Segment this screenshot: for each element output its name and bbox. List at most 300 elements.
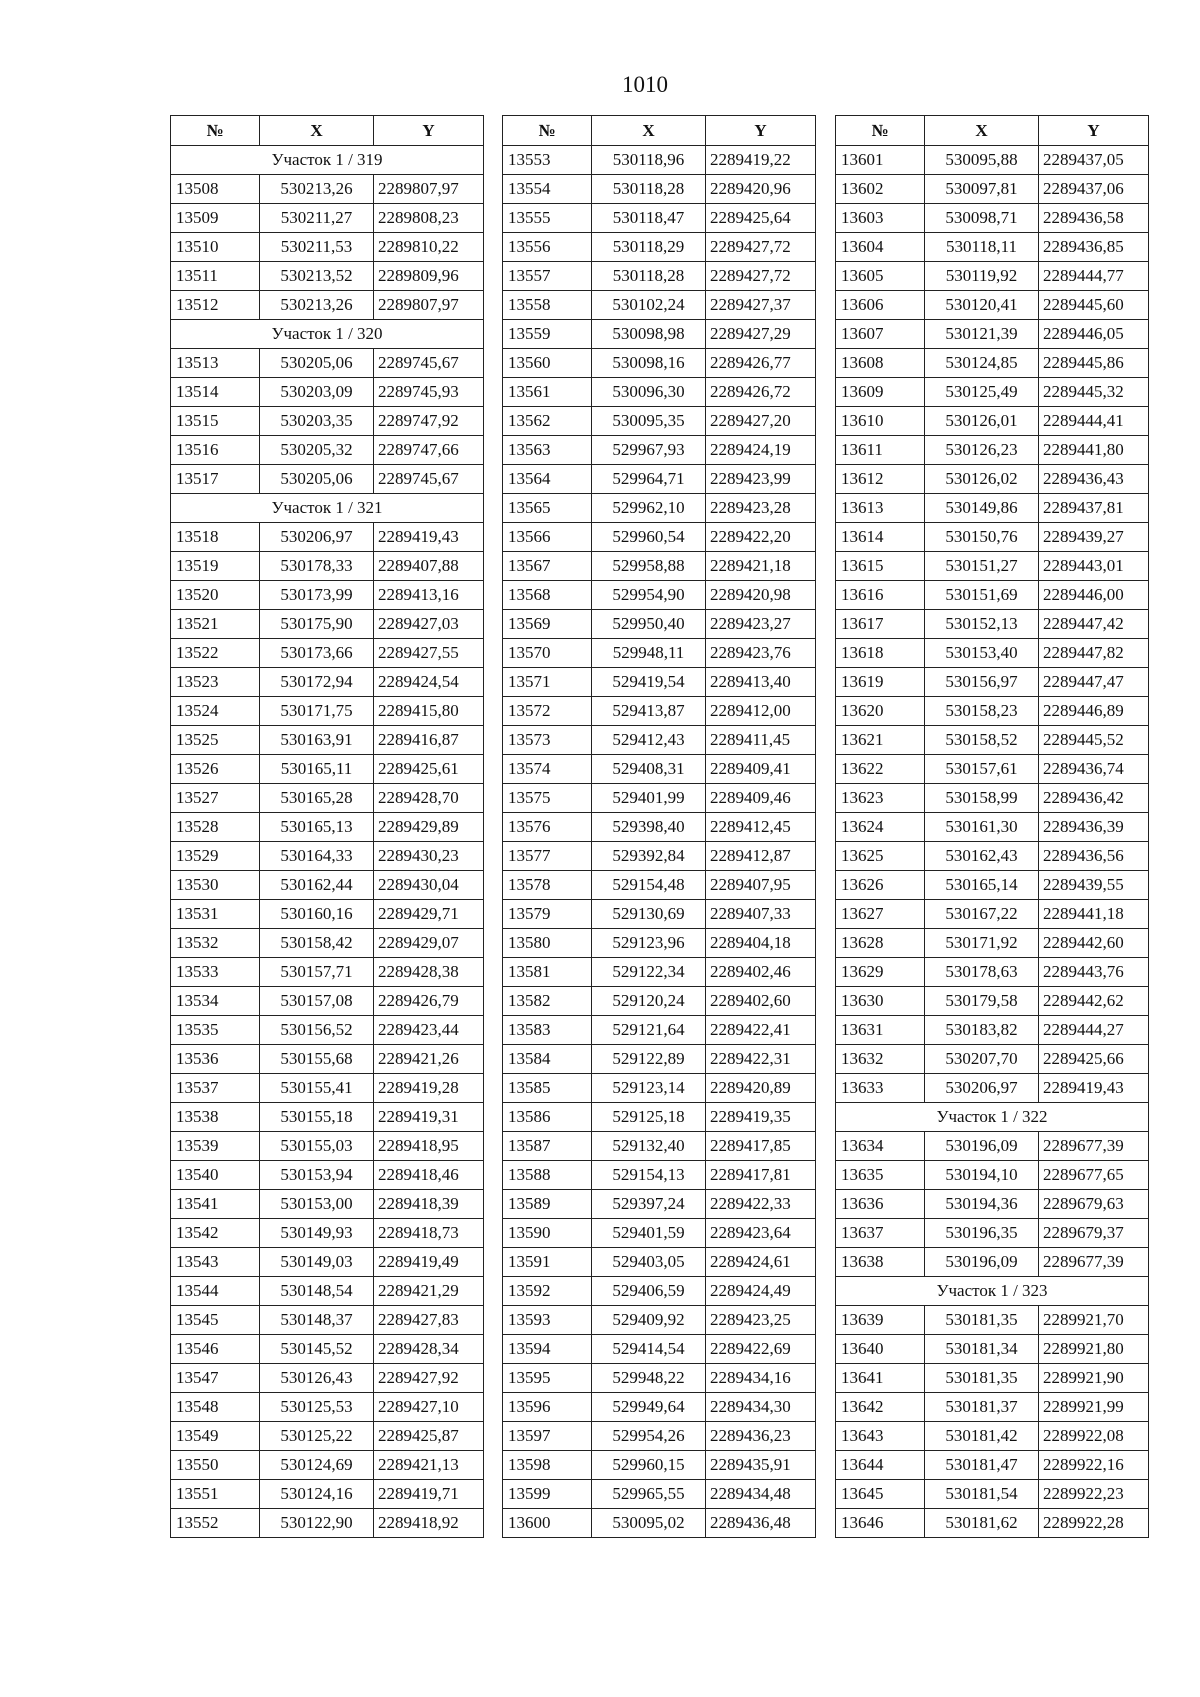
- x-coordinate-cell: 530162,43: [925, 842, 1039, 871]
- table-row: [836, 1364, 1149, 1393]
- y-coordinate-cell: 2289445,52: [1039, 726, 1149, 755]
- y-coordinate-cell: 2289421,18: [706, 552, 816, 581]
- y-coordinate-cell: 2289419,35: [706, 1103, 816, 1132]
- table-row: [503, 813, 816, 842]
- y-coordinate-cell: 2289423,99: [706, 465, 816, 494]
- point-number-cell: 13536: [171, 1045, 260, 1074]
- table-row: [503, 668, 816, 697]
- x-coordinate-cell: 530095,02: [592, 1509, 706, 1538]
- x-coordinate-cell: 529960,54: [592, 523, 706, 552]
- point-number-cell: 13553: [503, 146, 592, 175]
- y-coordinate-cell: 2289747,92: [374, 407, 484, 436]
- x-coordinate-cell: 530118,11: [925, 233, 1039, 262]
- y-coordinate-cell: 2289418,92: [374, 1509, 484, 1538]
- table-row: [171, 436, 484, 465]
- y-coordinate-cell: 2289444,27: [1039, 1016, 1149, 1045]
- y-coordinate-cell: 2289441,80: [1039, 436, 1149, 465]
- x-coordinate-cell: 529950,40: [592, 610, 706, 639]
- point-number-cell: 13540: [171, 1161, 260, 1190]
- x-coordinate-cell: 529401,99: [592, 784, 706, 813]
- point-number-cell: 13565: [503, 494, 592, 523]
- point-number-cell: 13516: [171, 436, 260, 465]
- y-coordinate-cell: 2289424,49: [706, 1277, 816, 1306]
- table-row: [171, 1306, 484, 1335]
- point-number-cell: 13568: [503, 581, 592, 610]
- table-row: [503, 1161, 816, 1190]
- x-coordinate-cell: 530207,70: [925, 1045, 1039, 1074]
- table-row: [836, 262, 1149, 291]
- x-coordinate-cell: 530148,37: [260, 1306, 374, 1335]
- point-number-cell: 13602: [836, 175, 925, 204]
- x-coordinate-cell: 530181,37: [925, 1393, 1039, 1422]
- x-coordinate-cell: 530151,27: [925, 552, 1039, 581]
- y-coordinate-cell: 2289411,45: [706, 726, 816, 755]
- x-coordinate-cell: 530118,96: [592, 146, 706, 175]
- point-number-cell: 13614: [836, 523, 925, 552]
- table-row: [171, 900, 484, 929]
- x-coordinate-cell: 530126,02: [925, 465, 1039, 494]
- table-row: [171, 1132, 484, 1161]
- section-row: [171, 494, 484, 523]
- y-coordinate-cell: 2289446,89: [1039, 697, 1149, 726]
- point-number-cell: 13615: [836, 552, 925, 581]
- table-row: [171, 378, 484, 407]
- table-body: [503, 146, 816, 1538]
- point-number-cell: 13525: [171, 726, 260, 755]
- table-row: [171, 1161, 484, 1190]
- point-number-cell: 13586: [503, 1103, 592, 1132]
- x-coordinate-cell: 529403,05: [592, 1248, 706, 1277]
- x-coordinate-cell: 530161,30: [925, 813, 1039, 842]
- table-row: [171, 233, 484, 262]
- y-coordinate-cell: 2289417,81: [706, 1161, 816, 1190]
- y-coordinate-cell: 2289439,55: [1039, 871, 1149, 900]
- x-coordinate-cell: 530203,35: [260, 407, 374, 436]
- y-coordinate-cell: 2289807,97: [374, 291, 484, 320]
- point-number-cell: 13556: [503, 233, 592, 262]
- point-number-cell: 13644: [836, 1451, 925, 1480]
- point-number-cell: 13534: [171, 987, 260, 1016]
- column-header-y: Y: [1039, 116, 1149, 146]
- table-row: [836, 407, 1149, 436]
- table-row: [171, 1277, 484, 1306]
- point-number-cell: 13560: [503, 349, 592, 378]
- page-number: 1010: [622, 72, 668, 97]
- y-coordinate-cell: 2289419,49: [374, 1248, 484, 1277]
- y-coordinate-cell: 2289436,85: [1039, 233, 1149, 262]
- table-row: [836, 175, 1149, 204]
- y-coordinate-cell: 2289425,61: [374, 755, 484, 784]
- x-coordinate-cell: 529392,84: [592, 842, 706, 871]
- table-row: [171, 697, 484, 726]
- point-number-cell: 13636: [836, 1190, 925, 1219]
- x-coordinate-cell: 530205,06: [260, 349, 374, 378]
- table-row: [836, 842, 1149, 871]
- x-coordinate-cell: 529409,92: [592, 1306, 706, 1335]
- table-row: [171, 581, 484, 610]
- y-coordinate-cell: 2289421,26: [374, 1045, 484, 1074]
- table-row: [503, 639, 816, 668]
- table-header: [171, 116, 484, 146]
- point-number-cell: 13638: [836, 1248, 925, 1277]
- x-coordinate-cell: 530203,09: [260, 378, 374, 407]
- x-coordinate-cell: 530157,08: [260, 987, 374, 1016]
- table-row: [836, 784, 1149, 813]
- point-number-cell: 13547: [171, 1364, 260, 1393]
- table-row: [503, 784, 816, 813]
- table-row: [171, 1190, 484, 1219]
- x-coordinate-cell: 529408,31: [592, 755, 706, 784]
- x-coordinate-cell: 530155,68: [260, 1045, 374, 1074]
- x-coordinate-cell: 530125,22: [260, 1422, 374, 1451]
- point-number-cell: 13609: [836, 378, 925, 407]
- table-row: [171, 262, 484, 291]
- point-number-cell: 13574: [503, 755, 592, 784]
- y-coordinate-cell: 2289404,18: [706, 929, 816, 958]
- x-coordinate-cell: 530149,86: [925, 494, 1039, 523]
- y-coordinate-cell: 2289745,67: [374, 349, 484, 378]
- x-coordinate-cell: 530151,69: [925, 581, 1039, 610]
- point-number-cell: 13563: [503, 436, 592, 465]
- y-coordinate-cell: 2289423,28: [706, 494, 816, 523]
- x-coordinate-cell: 530102,24: [592, 291, 706, 320]
- table-row: [836, 813, 1149, 842]
- y-coordinate-cell: 2289434,48: [706, 1480, 816, 1509]
- y-coordinate-cell: 2289427,83: [374, 1306, 484, 1335]
- column-header-x: X: [592, 116, 706, 146]
- point-number-cell: 13549: [171, 1422, 260, 1451]
- table-row: [836, 204, 1149, 233]
- y-coordinate-cell: 2289412,87: [706, 842, 816, 871]
- point-number-cell: 13637: [836, 1219, 925, 1248]
- x-coordinate-cell: 530164,33: [260, 842, 374, 871]
- table-row: [836, 987, 1149, 1016]
- y-coordinate-cell: 2289424,61: [706, 1248, 816, 1277]
- point-number-cell: 13518: [171, 523, 260, 552]
- table-row: [836, 755, 1149, 784]
- y-coordinate-cell: 2289425,64: [706, 204, 816, 233]
- x-coordinate-cell: 530122,90: [260, 1509, 374, 1538]
- table-row: [503, 697, 816, 726]
- point-number-cell: 13558: [503, 291, 592, 320]
- y-coordinate-cell: 2289427,10: [374, 1393, 484, 1422]
- y-coordinate-cell: 2289419,43: [1039, 1074, 1149, 1103]
- point-number-cell: 13551: [171, 1480, 260, 1509]
- point-number-cell: 13642: [836, 1393, 925, 1422]
- table-row: [503, 900, 816, 929]
- point-number-cell: 13607: [836, 320, 925, 349]
- point-number-cell: 13610: [836, 407, 925, 436]
- table-row: [171, 1045, 484, 1074]
- y-coordinate-cell: 2289427,03: [374, 610, 484, 639]
- x-coordinate-cell: 530148,54: [260, 1277, 374, 1306]
- y-coordinate-cell: 2289426,79: [374, 987, 484, 1016]
- point-number-cell: 13546: [171, 1335, 260, 1364]
- x-coordinate-cell: 530126,43: [260, 1364, 374, 1393]
- point-number-cell: 13622: [836, 755, 925, 784]
- y-coordinate-cell: 2289921,90: [1039, 1364, 1149, 1393]
- x-coordinate-cell: 530125,53: [260, 1393, 374, 1422]
- table-row: [503, 494, 816, 523]
- point-number-cell: 13509: [171, 204, 260, 233]
- point-number-cell: 13582: [503, 987, 592, 1016]
- x-coordinate-cell: 530173,99: [260, 581, 374, 610]
- y-coordinate-cell: 2289436,74: [1039, 755, 1149, 784]
- column-header-y: Y: [706, 116, 816, 146]
- y-coordinate-cell: 2289921,80: [1039, 1335, 1149, 1364]
- point-number-cell: 13599: [503, 1480, 592, 1509]
- point-number-cell: 13584: [503, 1045, 592, 1074]
- y-coordinate-cell: 2289420,98: [706, 581, 816, 610]
- y-coordinate-cell: 2289426,77: [706, 349, 816, 378]
- table-row: [503, 320, 816, 349]
- y-coordinate-cell: 2289677,39: [1039, 1248, 1149, 1277]
- x-coordinate-cell: 530205,06: [260, 465, 374, 494]
- y-coordinate-cell: 2289436,42: [1039, 784, 1149, 813]
- table-row: [171, 349, 484, 378]
- table-row: [836, 494, 1149, 523]
- x-coordinate-cell: 529967,93: [592, 436, 706, 465]
- point-number-cell: 13646: [836, 1509, 925, 1538]
- y-coordinate-cell: 2289443,76: [1039, 958, 1149, 987]
- x-coordinate-cell: 530194,36: [925, 1190, 1039, 1219]
- point-number-cell: 13532: [171, 929, 260, 958]
- table-row: [503, 552, 816, 581]
- point-number-cell: 13627: [836, 900, 925, 929]
- x-coordinate-cell: 529130,69: [592, 900, 706, 929]
- point-number-cell: 13583: [503, 1016, 592, 1045]
- y-coordinate-cell: 2289677,65: [1039, 1161, 1149, 1190]
- point-number-cell: 13633: [836, 1074, 925, 1103]
- point-number-cell: 13641: [836, 1364, 925, 1393]
- y-coordinate-cell: 2289436,58: [1039, 204, 1149, 233]
- table-row: [171, 871, 484, 900]
- table-row: [836, 900, 1149, 929]
- y-coordinate-cell: 2289446,05: [1039, 320, 1149, 349]
- table-row: [836, 465, 1149, 494]
- table-row: [836, 1393, 1149, 1422]
- point-number-cell: 13578: [503, 871, 592, 900]
- x-coordinate-cell: 530124,69: [260, 1451, 374, 1480]
- point-number-cell: 13595: [503, 1364, 592, 1393]
- table-row: [171, 1393, 484, 1422]
- table-row: [171, 175, 484, 204]
- y-coordinate-cell: 2289922,23: [1039, 1480, 1149, 1509]
- section-row: [836, 1103, 1149, 1132]
- x-coordinate-cell: 529123,14: [592, 1074, 706, 1103]
- table-row: [836, 378, 1149, 407]
- table-row: [503, 581, 816, 610]
- x-coordinate-cell: 530163,91: [260, 726, 374, 755]
- table-row: [503, 233, 816, 262]
- point-number-cell: 13635: [836, 1161, 925, 1190]
- point-number-cell: 13573: [503, 726, 592, 755]
- table-row: [836, 1248, 1149, 1277]
- x-coordinate-cell: 530196,09: [925, 1132, 1039, 1161]
- table-row: [171, 755, 484, 784]
- point-number-cell: 13542: [171, 1219, 260, 1248]
- x-coordinate-cell: 530155,03: [260, 1132, 374, 1161]
- x-coordinate-cell: 529958,88: [592, 552, 706, 581]
- point-number-cell: 13630: [836, 987, 925, 1016]
- y-coordinate-cell: 2289415,80: [374, 697, 484, 726]
- y-coordinate-cell: 2289442,62: [1039, 987, 1149, 1016]
- section-title: Участок 1 / 320: [171, 320, 484, 349]
- table-row: [171, 726, 484, 755]
- point-number-cell: 13519: [171, 552, 260, 581]
- point-number-cell: 13621: [836, 726, 925, 755]
- x-coordinate-cell: 530124,16: [260, 1480, 374, 1509]
- point-number-cell: 13526: [171, 755, 260, 784]
- x-coordinate-cell: 530118,28: [592, 175, 706, 204]
- point-number-cell: 13517: [171, 465, 260, 494]
- y-coordinate-cell: 2289429,89: [374, 813, 484, 842]
- y-coordinate-cell: 2289809,96: [374, 262, 484, 291]
- table-row: [503, 175, 816, 204]
- y-coordinate-cell: 2289424,54: [374, 668, 484, 697]
- x-coordinate-cell: 530213,26: [260, 291, 374, 320]
- table-row: [171, 813, 484, 842]
- point-number-cell: 13577: [503, 842, 592, 871]
- x-coordinate-cell: 530098,71: [925, 204, 1039, 233]
- x-coordinate-cell: 530095,35: [592, 407, 706, 436]
- y-coordinate-cell: 2289447,47: [1039, 668, 1149, 697]
- x-coordinate-cell: 530205,32: [260, 436, 374, 465]
- column-header-number: №: [171, 116, 260, 146]
- table-row: [503, 610, 816, 639]
- table-row: [836, 697, 1149, 726]
- table-row: [836, 552, 1149, 581]
- table-row: [503, 987, 816, 1016]
- point-number-cell: 13575: [503, 784, 592, 813]
- point-number-cell: 13632: [836, 1045, 925, 1074]
- point-number-cell: 13531: [171, 900, 260, 929]
- x-coordinate-cell: 530213,26: [260, 175, 374, 204]
- point-number-cell: 13623: [836, 784, 925, 813]
- y-coordinate-cell: 2289446,00: [1039, 581, 1149, 610]
- table-row: [503, 1045, 816, 1074]
- table-row: [171, 1335, 484, 1364]
- y-coordinate-cell: 2289417,85: [706, 1132, 816, 1161]
- point-number-cell: 13569: [503, 610, 592, 639]
- point-number-cell: 13522: [171, 639, 260, 668]
- x-coordinate-cell: 530181,42: [925, 1422, 1039, 1451]
- x-coordinate-cell: 529397,24: [592, 1190, 706, 1219]
- table-row: [503, 958, 816, 987]
- point-number-cell: 13634: [836, 1132, 925, 1161]
- y-coordinate-cell: 2289428,34: [374, 1335, 484, 1364]
- x-coordinate-cell: 530098,98: [592, 320, 706, 349]
- table-row: [503, 204, 816, 233]
- section-row: [171, 320, 484, 349]
- point-number-cell: 13611: [836, 436, 925, 465]
- point-number-cell: 13612: [836, 465, 925, 494]
- x-coordinate-cell: 529398,40: [592, 813, 706, 842]
- x-coordinate-cell: 530155,41: [260, 1074, 374, 1103]
- x-coordinate-cell: 530095,88: [925, 146, 1039, 175]
- x-coordinate-cell: 530165,28: [260, 784, 374, 813]
- table-row: [503, 1248, 816, 1277]
- y-coordinate-cell: 2289808,23: [374, 204, 484, 233]
- x-coordinate-cell: 529962,10: [592, 494, 706, 523]
- y-coordinate-cell: 2289447,82: [1039, 639, 1149, 668]
- y-coordinate-cell: 2289436,43: [1039, 465, 1149, 494]
- x-coordinate-cell: 530196,09: [925, 1248, 1039, 1277]
- point-number-cell: 13566: [503, 523, 592, 552]
- y-coordinate-cell: 2289419,22: [706, 146, 816, 175]
- y-coordinate-cell: 2289422,20: [706, 523, 816, 552]
- point-number-cell: 13594: [503, 1335, 592, 1364]
- y-coordinate-cell: 2289423,44: [374, 1016, 484, 1045]
- x-coordinate-cell: 530153,94: [260, 1161, 374, 1190]
- x-coordinate-cell: 529412,43: [592, 726, 706, 755]
- table-row: [171, 1451, 484, 1480]
- y-coordinate-cell: 2289442,60: [1039, 929, 1149, 958]
- point-number-cell: 13596: [503, 1393, 592, 1422]
- table-row: [836, 1045, 1149, 1074]
- x-coordinate-cell: 530150,76: [925, 523, 1039, 552]
- point-number-cell: 13590: [503, 1219, 592, 1248]
- x-coordinate-cell: 530196,35: [925, 1219, 1039, 1248]
- table-row: [503, 349, 816, 378]
- point-number-cell: 13533: [171, 958, 260, 987]
- x-coordinate-cell: 530181,47: [925, 1451, 1039, 1480]
- x-coordinate-cell: 530153,00: [260, 1190, 374, 1219]
- table-header: [503, 116, 816, 146]
- point-number-cell: 13619: [836, 668, 925, 697]
- table-row: [171, 407, 484, 436]
- x-coordinate-cell: 530155,18: [260, 1103, 374, 1132]
- x-coordinate-cell: 530125,49: [925, 378, 1039, 407]
- x-coordinate-cell: 530160,16: [260, 900, 374, 929]
- x-coordinate-cell: 530096,30: [592, 378, 706, 407]
- table-row: [836, 726, 1149, 755]
- point-number-cell: 13535: [171, 1016, 260, 1045]
- x-coordinate-cell: 529948,22: [592, 1364, 706, 1393]
- point-number-cell: 13617: [836, 610, 925, 639]
- y-coordinate-cell: 2289419,28: [374, 1074, 484, 1103]
- table-row: [503, 1364, 816, 1393]
- point-number-cell: 13543: [171, 1248, 260, 1277]
- point-number-cell: 13585: [503, 1074, 592, 1103]
- point-number-cell: 13593: [503, 1306, 592, 1335]
- table-row: [503, 1016, 816, 1045]
- y-coordinate-cell: 2289418,73: [374, 1219, 484, 1248]
- table-row: [171, 1248, 484, 1277]
- point-number-cell: 13616: [836, 581, 925, 610]
- point-number-cell: 13605: [836, 262, 925, 291]
- table-row: [171, 929, 484, 958]
- table-row: [171, 668, 484, 697]
- y-coordinate-cell: 2289409,46: [706, 784, 816, 813]
- x-coordinate-cell: 529154,48: [592, 871, 706, 900]
- y-coordinate-cell: 2289428,38: [374, 958, 484, 987]
- y-coordinate-cell: 2289677,39: [1039, 1132, 1149, 1161]
- x-coordinate-cell: 530181,62: [925, 1509, 1039, 1538]
- table-row: [836, 349, 1149, 378]
- x-coordinate-cell: 530173,66: [260, 639, 374, 668]
- point-number-cell: 13559: [503, 320, 592, 349]
- x-coordinate-cell: 530181,34: [925, 1335, 1039, 1364]
- table-row: [836, 958, 1149, 987]
- x-coordinate-cell: 530165,11: [260, 755, 374, 784]
- table-row: [836, 1335, 1149, 1364]
- table-row: [836, 523, 1149, 552]
- section-title: Участок 1 / 323: [836, 1277, 1149, 1306]
- x-coordinate-cell: 529154,13: [592, 1161, 706, 1190]
- x-coordinate-cell: 529122,34: [592, 958, 706, 987]
- x-coordinate-cell: 530167,22: [925, 900, 1039, 929]
